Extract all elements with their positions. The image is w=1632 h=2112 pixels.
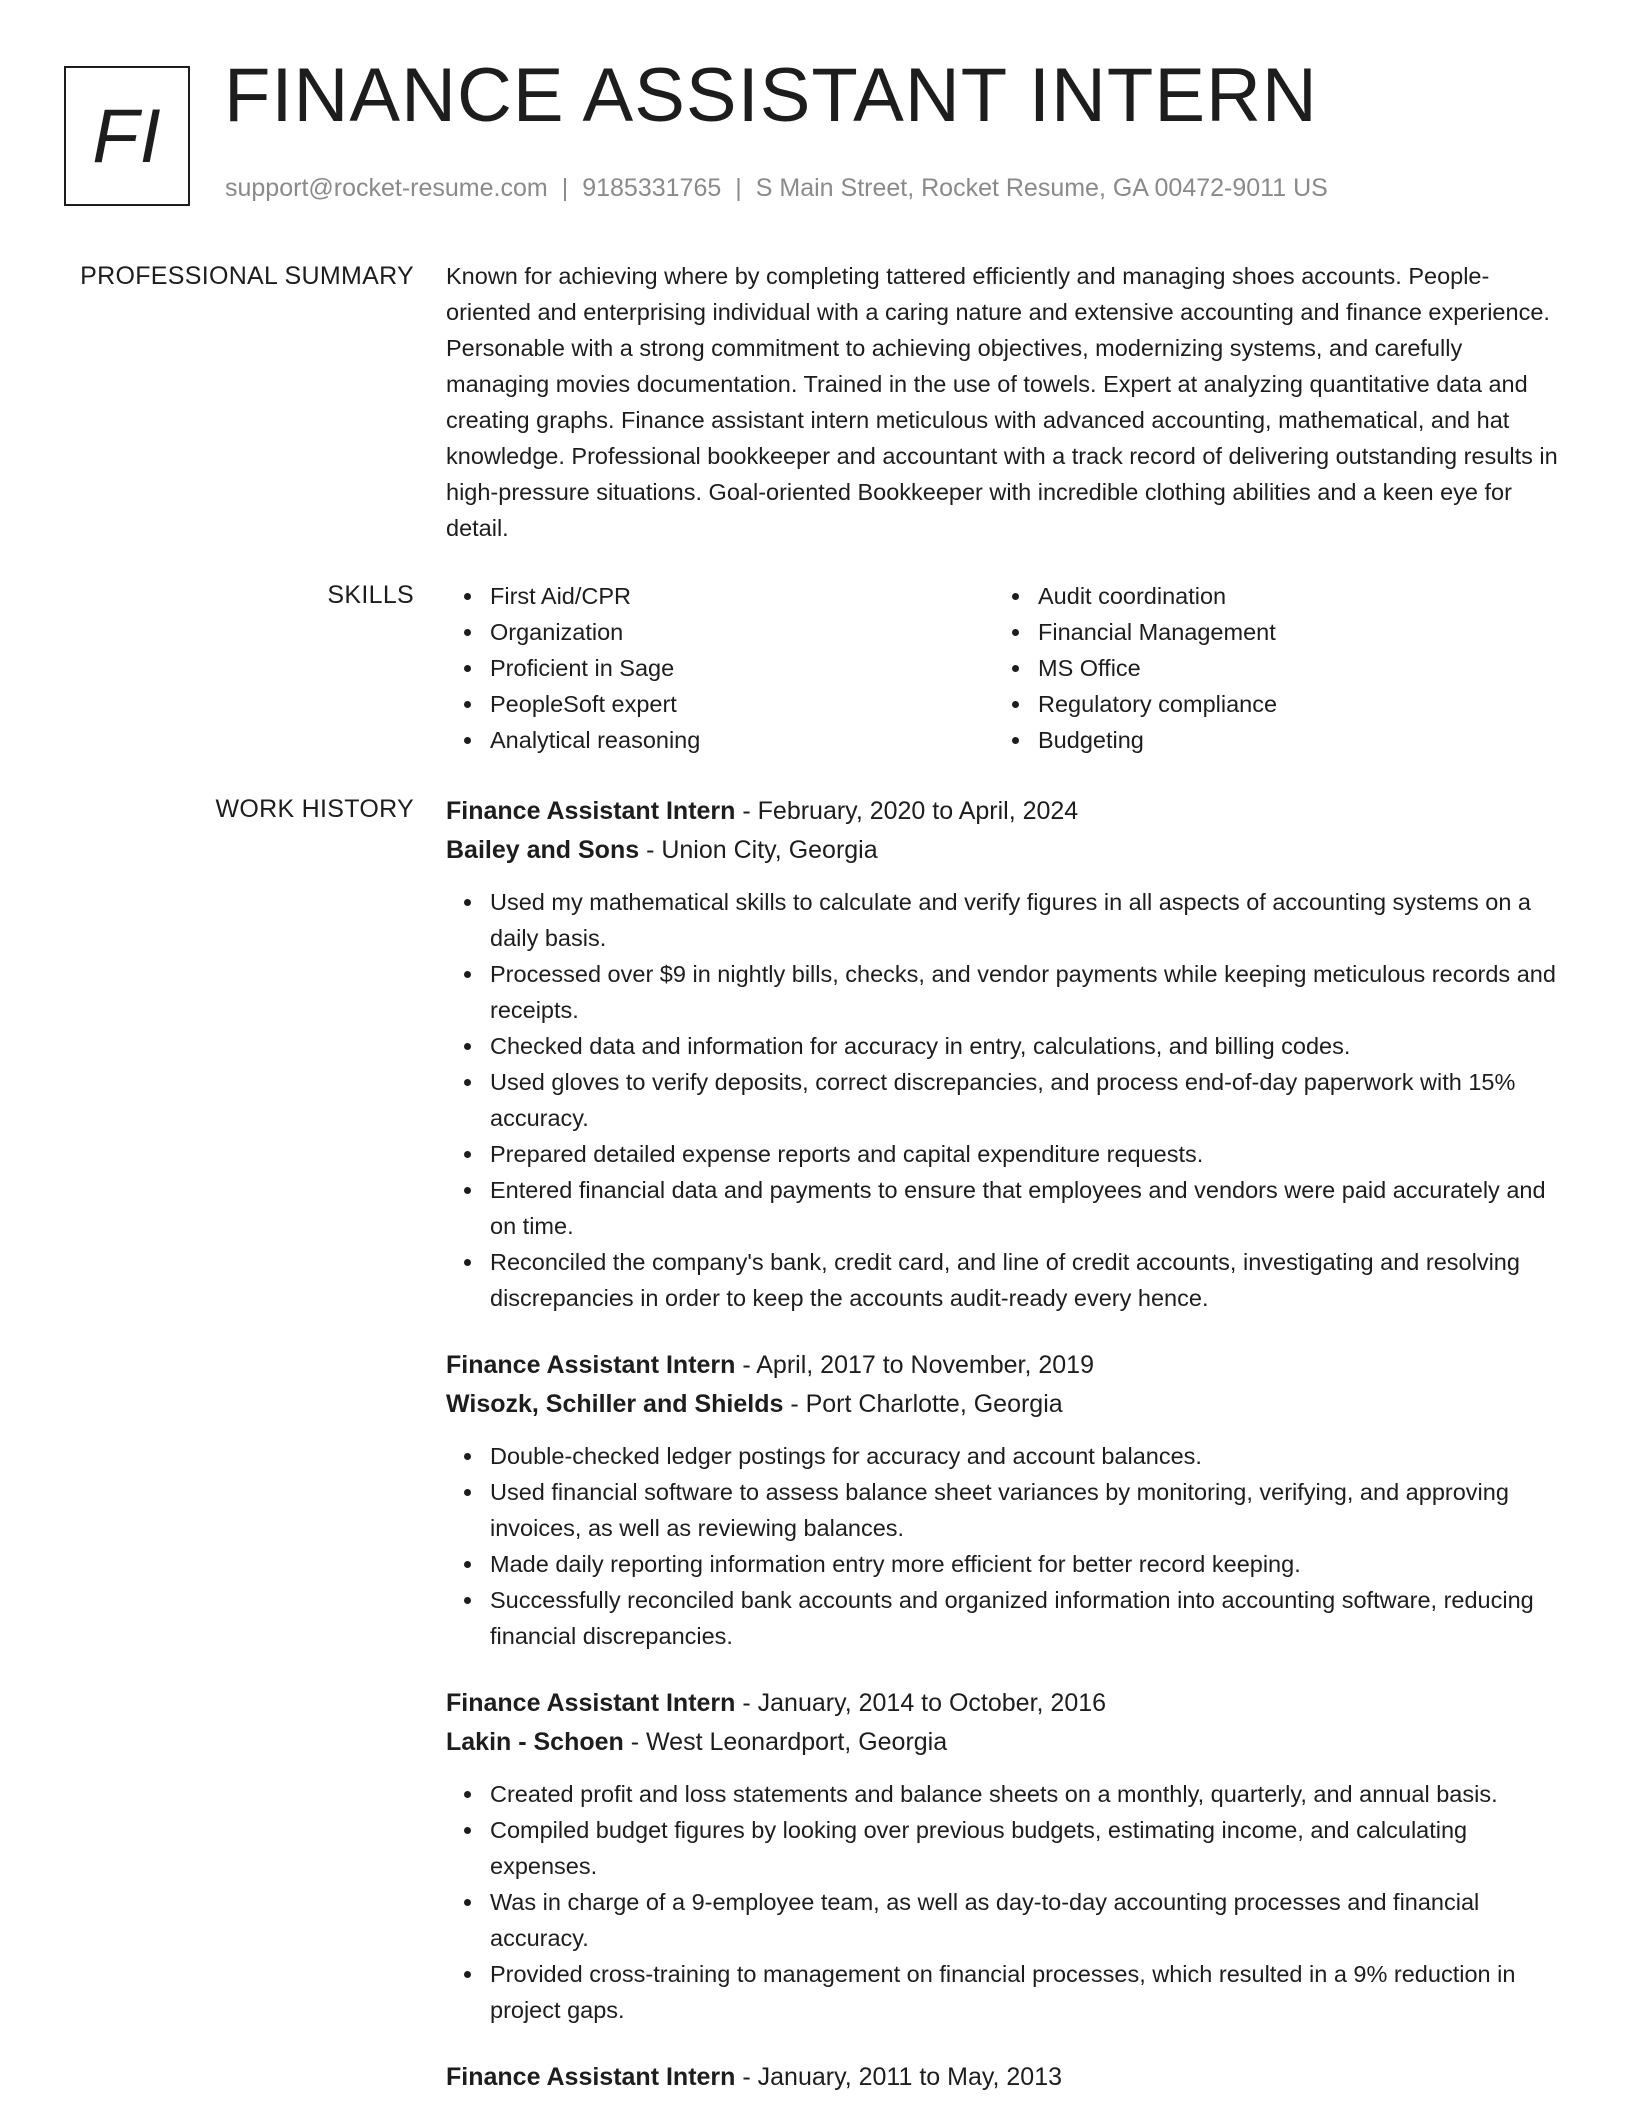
- job-bullet: Compiled budget figures by looking over previous budgets, estimating income, and calculating expenses.: [490, 1812, 1568, 1884]
- skill-item: Financial Management: [1038, 614, 1542, 650]
- job-dates: - April, 2017 to November, 2019: [735, 1351, 1094, 1379]
- job-dates: - January, 2014 to October, 2016: [735, 1689, 1107, 1717]
- skills-grid: [446, 578, 1568, 758]
- skill-item: Proficient in Sage: [490, 650, 994, 686]
- summary-text: Known for achieving where by completing tattered efficiently and managing shoes accounts. People-oriented and enterprising individual with a caring nature and extensive accounting and finance experience. Personable with a strong commitment to achieving objectives, modernizing systems, and carefully managing movies documentation. Trained in the use of towels. Expert at analyzing quantitative data and creating graphs. Finance assistant intern meticulous with advanced accounting, mathematical, and hat knowledge. Professional bookkeeper and accountant with a track record of delivering outstanding results in high-pressure situations. Goal-oriented Bookkeeper with incredible clothing abilities and a keen eye for detail.: [446, 263, 1558, 541]
- job-title: Finance Assistant Intern: [446, 1689, 736, 1717]
- job-company-line: [446, 831, 1568, 870]
- job-bullet: Created profit and loss statements and balance sheets on a monthly, quarterly, and annual basis.: [490, 1776, 1568, 1812]
- skills-column-left: [446, 578, 994, 758]
- job-bullet: Used my mathematical skills to calculate and verify figures in all aspects of accounting systems on a daily basis.: [490, 884, 1568, 956]
- skill-item: Regulatory compliance: [1038, 686, 1542, 722]
- skill-item: Organization: [490, 614, 994, 650]
- job-bullet: Successfully reconciled bank accounts and organized information into accounting software, reducing financial discrepancies.: [490, 1582, 1568, 1654]
- job-location: - West Leonardport, Georgia: [623, 1728, 948, 1756]
- monogram-logo: FI: [64, 66, 190, 206]
- job-title-line: [446, 1346, 1568, 1385]
- job-bullets: [446, 884, 1568, 1316]
- job-company-line: [446, 1723, 1568, 1762]
- job-bullet: Entered financial data and payments to ensure that employees and vendors were paid accurately and on time.: [490, 1172, 1568, 1244]
- section-label-work-history: WORK HISTORY: [215, 795, 414, 823]
- work-history-body: [446, 792, 1568, 2112]
- job-bullet: Prepared detailed expense reports and capital expenditure requests.: [490, 1136, 1568, 1172]
- job-location: - Union City, Georgia: [639, 836, 878, 864]
- job-company: Wisozk, Schiller and Shields: [446, 1390, 784, 1418]
- job-bullets: [446, 1776, 1568, 2028]
- job-title-line: [446, 2058, 1568, 2097]
- job-bullet: Used gloves to verify deposits, correct discrepancies, and process end-of-day paperwork with 15% accuracy.: [490, 1064, 1568, 1136]
- job-bullet: Made daily reporting information entry more efficient for better record keeping.: [490, 1546, 1568, 1582]
- job-bullet: Used financial software to assess balance sheet variances by monitoring, verifying, and approving invoices, as well as reviewing balances.: [490, 1474, 1568, 1546]
- job-bullet: Checked data and information for accuracy in entry, calculations, and billing codes.: [490, 1028, 1568, 1064]
- job-title: Finance Assistant Intern: [446, 2063, 736, 2091]
- skills-column-right: [994, 578, 1542, 758]
- skills-body: [446, 578, 1568, 758]
- job-bullet: Reconciled the company's bank, credit card, and line of credit accounts, investigating and resolving discrepancies in order to keep the accounts audit-ready every hence.: [490, 1244, 1568, 1316]
- job-entry: [446, 2058, 1568, 2097]
- contact-separator: |: [735, 174, 742, 202]
- job-bullet: Was in charge of a 9-employee team, as well as day-to-day accounting processes and financial accuracy.: [490, 1884, 1568, 1956]
- job-title: Finance Assistant Intern: [446, 1351, 736, 1379]
- job-company: Lakin - Schoen: [446, 1728, 624, 1756]
- skill-item: Analytical reasoning: [490, 722, 994, 758]
- section-label-summary: PROFESSIONAL SUMMARY: [80, 262, 414, 290]
- job-title-line: [446, 792, 1568, 831]
- job-dates: - February, 2020 to April, 2024: [735, 797, 1079, 825]
- section-label-skills: SKILLS: [327, 581, 414, 609]
- skill-item: MS Office: [1038, 650, 1542, 686]
- skill-item: First Aid/CPR: [490, 578, 994, 614]
- job-dates: - January, 2011 to May, 2013: [735, 2063, 1062, 2091]
- skill-item: PeopleSoft expert: [490, 686, 994, 722]
- job-company: Bailey and Sons: [446, 836, 640, 864]
- job-bullet: Double-checked ledger postings for accuracy and account balances.: [490, 1438, 1568, 1474]
- contact-email[interactable]: support@rocket-resume.com: [225, 174, 548, 202]
- job-entry: [446, 792, 1568, 1316]
- job-entry: [446, 1684, 1568, 2028]
- contact-separator: |: [561, 174, 569, 202]
- job-company-line: [446, 1385, 1568, 1424]
- job-title: Finance Assistant Intern: [446, 797, 736, 825]
- summary-body: [446, 258, 1568, 546]
- contact-line: [225, 174, 1328, 203]
- job-bullet: Processed over $9 in nightly bills, checks, and vendor payments while keeping meticulous records and receipts.: [490, 956, 1568, 1028]
- job-bullets: [446, 1438, 1568, 1654]
- contact-phone[interactable]: 9185331765: [582, 174, 722, 202]
- contact-address: S Main Street, Rocket Resume, GA 00472-9011 US: [755, 174, 1328, 202]
- skill-item: Budgeting: [1038, 722, 1542, 758]
- job-location: - Port Charlotte, Georgia: [783, 1390, 1063, 1418]
- page-title: FINANCE ASSISTANT INTERN: [224, 53, 1318, 138]
- job-title-line: [446, 1684, 1568, 1723]
- job-bullet: Provided cross-training to management on financial processes, which resulted in a 9% reduction in project gaps.: [490, 1956, 1568, 2028]
- skill-item: Audit coordination: [1038, 578, 1542, 614]
- job-entry: [446, 1346, 1568, 1654]
